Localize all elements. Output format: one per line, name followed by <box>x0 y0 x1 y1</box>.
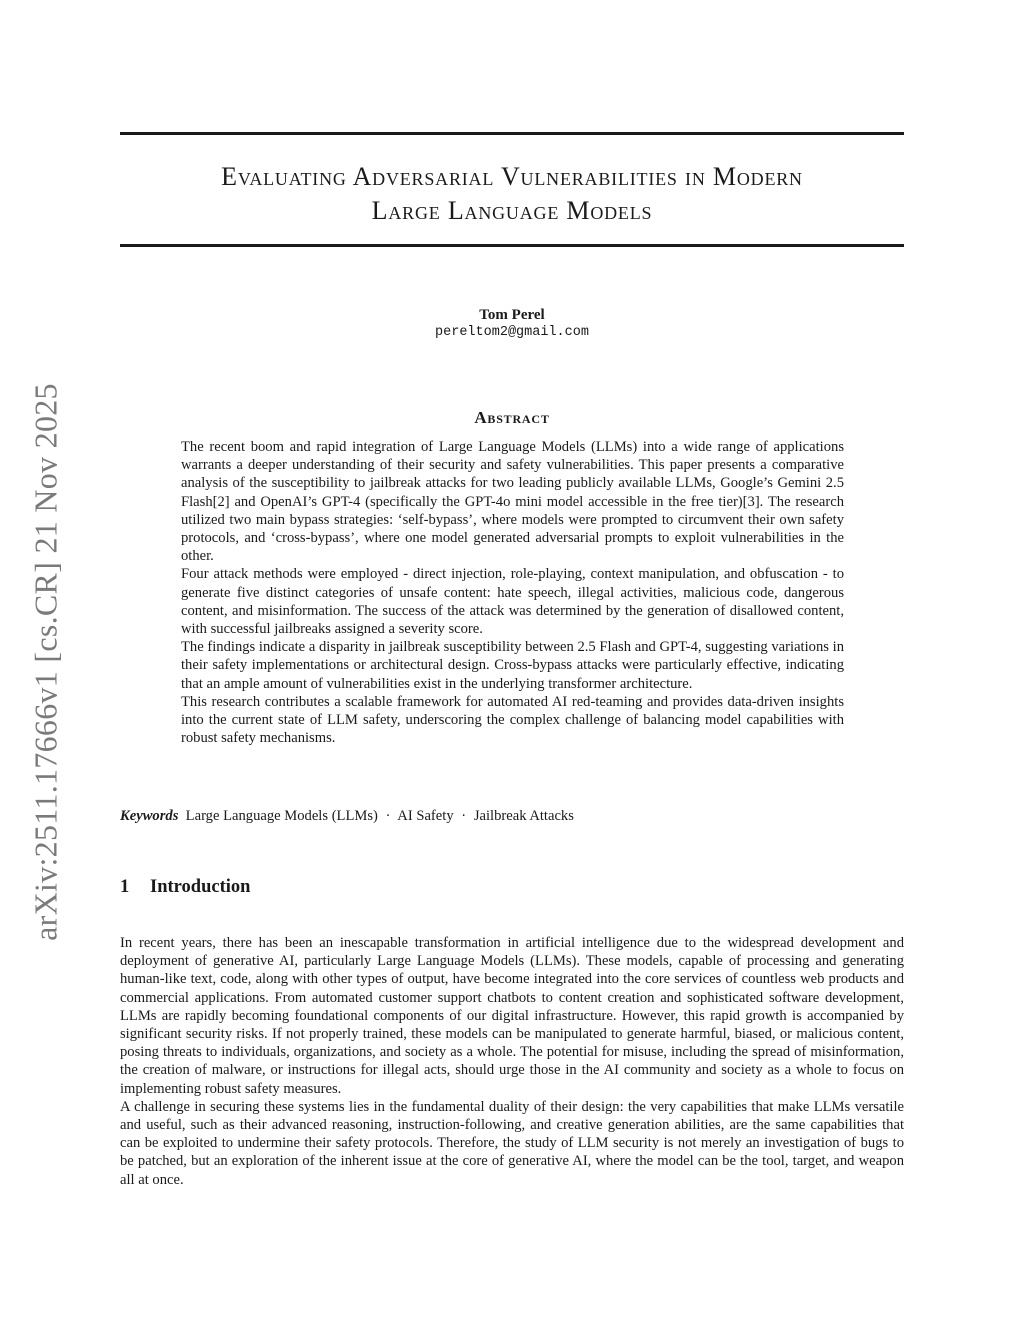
author-block <box>0 306 1024 342</box>
abstract-paragraph: This research contributes a scalable framework for automated AI red-teaming and provides data-driven insights into the current state of LLM safety, underscoring the complex challenge of balancing model capabilities with robust safety mechanisms. <box>181 693 844 747</box>
section-number: 1 <box>120 877 130 897</box>
abstract-paragraph: Four attack methods were employed - direct injection, role-playing, context manipulation, and obfuscation - to generate five distinct categories of unsafe content: hate speech, illegal activities, malicious code, dangerous content, and misinformation. The success of the attack was determined by the generation of disallowed content, with successful jailbreaks assigned a severity score. <box>181 566 844 638</box>
keyword: Large Language Models (LLMs) <box>185 808 378 824</box>
body-paragraph: A challenge in securing these systems lies in the fundamental duality of their design: the very capabilities that make LLMs versatile and useful, such as their advanced reasoning, instruction-following, and creative generation abilities, are the same capabilities that can be exploited to undermine their safety protocols. Therefore, the study of LLM security is not merely an investigation of bugs to be patched, but an exploration of the inherent issue at the core of generative AI, where the model can be the tool, target, and weapon all at once. <box>120 1098 904 1188</box>
abstract-heading: Abstract <box>474 408 550 427</box>
keyword-separator: · <box>461 808 467 824</box>
keyword: AI Safety <box>397 808 454 824</box>
section-body <box>120 934 904 1189</box>
abstract-paragraph: The findings indicate a disparity in jailbreak susceptibility between 2.5 Flash and GPT-4, suggesting variations in their safety implementations or architectural design. Cross-bypass attacks were particularly effective, indicating that an ample amount of vulnerabilities exist in the underlying transformer architecture. <box>181 639 844 692</box>
title-line-2: Large Language Models <box>371 196 653 225</box>
abstract-paragraph: The recent boom and rapid integration of Large Language Models (LLMs) into a wide range of applications warrants a deeper understanding of their security and safety vulnerabilities. This paper presents a comparative analysis of the susceptibility to jailbreak attacks for two leading publicly available LLMs, Google’s Gemini 2.5 Flash[2] and OpenAI’s GPT-4 (specifically the GPT-4o mini model accessible in the free tier)[3]. The research utilized two main bypass strategies: ‘self-bypass’, where models were prompted to circumvent their own safety protocols, and ‘cross-bypass’, where one model generated adversarial prompts to exploit vulnerabilities in the other. <box>181 439 844 565</box>
title-bottom-rule <box>120 244 904 247</box>
title-line-1: Evaluating Adversarial Vulnerabilities in Modern <box>221 162 803 191</box>
keywords-label: Keywords <box>120 808 179 824</box>
keyword-separator: · <box>385 808 391 824</box>
section-heading <box>120 877 250 898</box>
paper-title <box>120 160 904 228</box>
body-paragraph: In recent years, there has been an inescapable transformation in artificial intelligence due to the widespread development and deployment of generative AI, particularly Large Language Models (LLMs). These models, capable of processing and generating human-like text, code, along with other types of output, have become integrated into the core services of countless web products and commercial applications. From automated customer support chatbots to content creation and sophisticated software development, LLMs are rapidly becoming foundational components of our digital infrastructure. However, this rapid growth is accompanied by significant security risks. If not properly trained, these models can be manipulated to generate harmful, biased, or malicious content, posing threats to individuals, organizations, and society as a whole. The potential for misuse, including the spread of misinformation, the creation of malware, or instructions for illegal acts, should urge those in the AI community and society as a whole to focus on implementing robust safety measures. <box>120 935 904 1097</box>
abstract-body <box>181 438 844 747</box>
section-title: Introduction <box>150 877 251 897</box>
author-email: pereltom2@gmail.com <box>435 325 589 340</box>
keywords-line <box>120 807 574 825</box>
keyword: Jailbreak Attacks <box>473 808 574 824</box>
arxiv-stamp: arXiv:2511.17666v1 [cs.CR] 21 Nov 2025 <box>27 383 64 941</box>
author-name: Tom Perel <box>479 307 545 323</box>
title-top-rule <box>120 132 904 135</box>
